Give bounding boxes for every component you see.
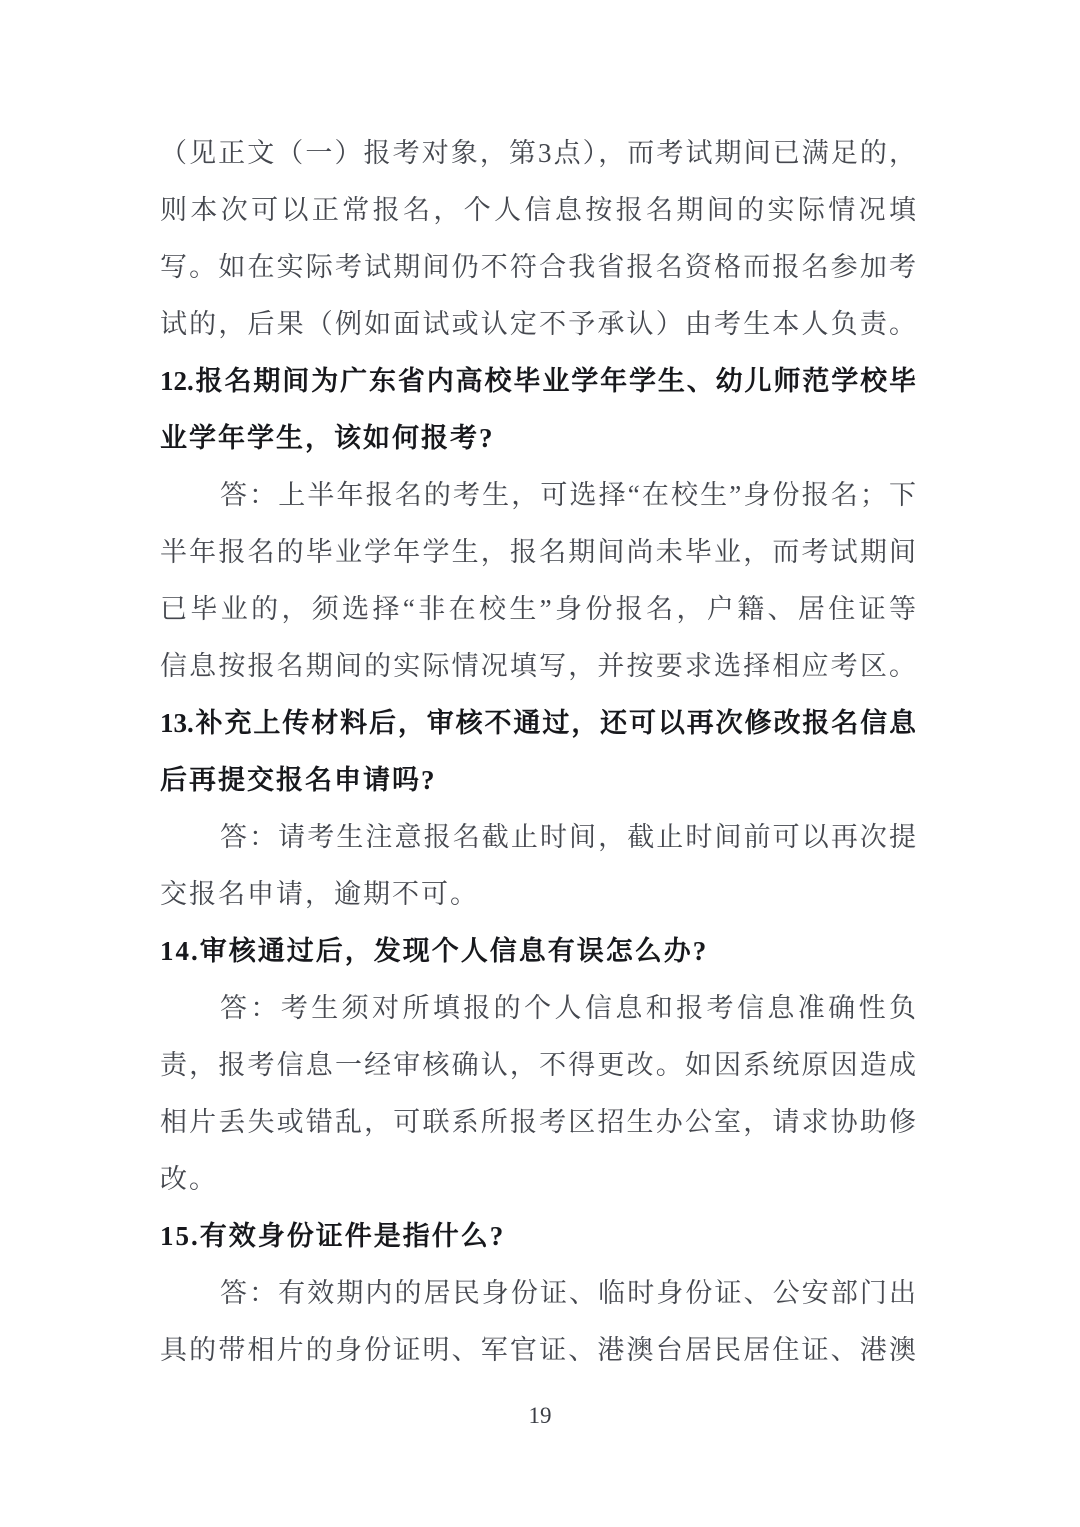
- paragraph-line: 写。如在实际考试期间仍不符合我省报名资格而报名参加考: [160, 252, 916, 282]
- question-heading: 15.有效身份证件是指什么?: [160, 1221, 506, 1251]
- page-number: 19: [528, 1403, 552, 1428]
- answer-line: 答：考生须对所填报的个人信息和报考信息准确性负: [220, 993, 916, 1023]
- question-heading: 后再提交报名申请吗?: [160, 765, 437, 795]
- answer-line: 答：有效期内的居民身份证、临时身份证、公安部门出: [220, 1278, 916, 1308]
- answer-line: 答：请考生注意报名截止时间，截止时间前可以再次提: [220, 822, 916, 852]
- answer-line: 答：上半年报名的考生，可选择“在校生”身份报名；下: [220, 480, 916, 510]
- answer-line: 交报名申请，逾期不可。: [160, 879, 479, 909]
- answer-line: 责，报考信息一经审核确认，不得更改。如因系统原因造成: [160, 1050, 916, 1080]
- document-body: [160, 125, 916, 1379]
- paragraph-line: （见正文（一）报考对象，第3点），而考试期间已满足的，: [160, 138, 916, 168]
- question-heading: 13.补充上传材料后，审核不通过，还可以再次修改报名信息: [160, 708, 916, 738]
- answer-line: 具的带相片的身份证明、军官证、港澳台居民居住证、港澳: [160, 1335, 916, 1365]
- paragraph-line: 则本次可以正常报名，个人信息按报名期间的实际情况填: [160, 195, 916, 225]
- question-heading: 14.审核通过后，发现个人信息有误怎么办?: [160, 936, 709, 966]
- answer-line: 信息按报名期间的实际情况填写，并按要求选择相应考区。: [160, 651, 916, 681]
- question-heading: 12.报名期间为广东省内高校毕业学年学生、幼儿师范学校毕: [160, 366, 916, 396]
- paragraph-line: 试的，后果（例如面试或认定不予承认）由考生本人负责。: [160, 309, 916, 339]
- answer-line: 改。: [160, 1164, 218, 1194]
- answer-line: 已毕业的，须选择“非在校生”身份报名，户籍、居住证等: [160, 594, 916, 624]
- question-heading: 业学年学生，该如何报考?: [160, 423, 495, 453]
- answer-line: 相片丢失或错乱，可联系所报考区招生办公室，请求协助修: [160, 1107, 916, 1137]
- answer-line: 半年报名的毕业学年学生，报名期间尚未毕业，而考试期间: [160, 537, 916, 567]
